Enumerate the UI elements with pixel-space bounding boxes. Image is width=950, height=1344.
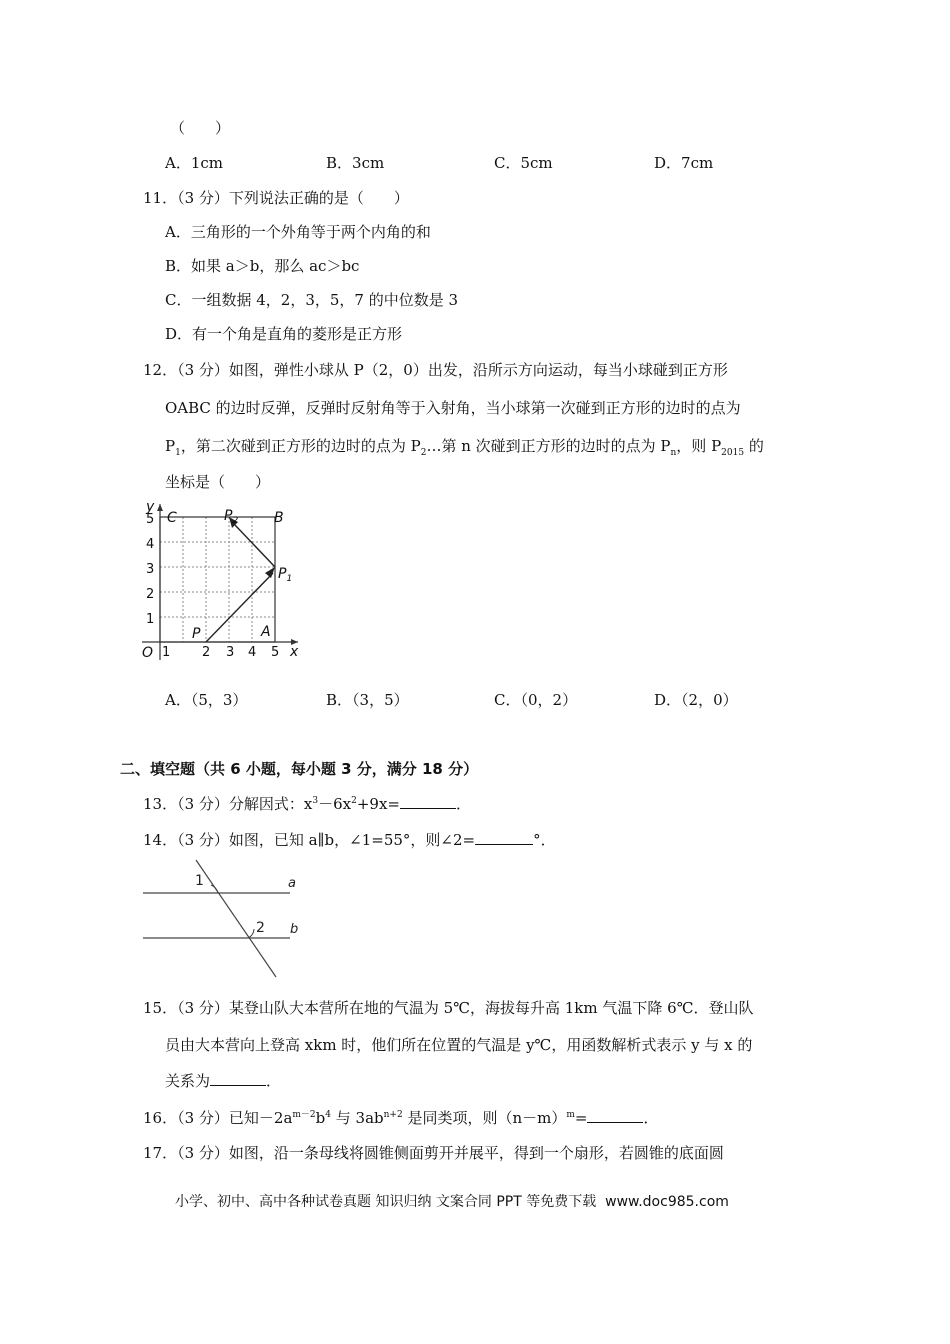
y-tick-1: 1 (146, 612, 155, 627)
q12-line4: 坐标是（ ） (165, 473, 271, 491)
q13-line: 13．（3 分）分解因式：$x^3-6x^2+9x=$ ． (143, 795, 471, 813)
y-axis-label: y (146, 500, 155, 515)
q12-option-b: B．（3，5） (326, 691, 409, 709)
point-p2-label: $P_2$ (224, 508, 239, 526)
q16-line: 16．（3 分）已知$-2a^{m-2}b^4$ 与 $3ab^{n+2}$ 是同类项，则$(n-m)^m=$ ． (143, 1109, 659, 1127)
q10-paren: （ ） (170, 119, 231, 137)
x-tick-5: 5 (271, 645, 280, 660)
origin-label: O (142, 645, 154, 661)
path-p1-to-p2 (235, 525, 275, 567)
q12-option-d: D．（2，0） (654, 691, 738, 709)
footer-url[interactable]: www.doc985.com (605, 1194, 729, 1210)
q15-answer-blank (210, 1071, 266, 1086)
point-p-label: P (192, 626, 201, 642)
q11-stem: 11．（3 分）下列说法正确的是（ ） (143, 189, 409, 207)
page-footer (175, 1192, 729, 1212)
q15-line2: 员由大本营向上登高 xkm 时，他们所在位置的气温是 y℃，用函数解析式表示 y 与 x 的 (165, 1036, 753, 1054)
angle-1-label: 1 (195, 873, 204, 889)
angle-2-label: 2 (256, 920, 265, 936)
grid-lines (160, 517, 275, 642)
transversal (196, 860, 276, 977)
x-axis-label: x (290, 644, 299, 660)
y-axis-arrow (157, 504, 163, 511)
x-tick-1: 1 (162, 645, 171, 660)
q12-line2: OABC 的边时反弹，反弹时反射角等于入射角，当小球第一次碰到正方形的边时的点为 (165, 399, 741, 417)
q13-answer-blank (400, 794, 456, 809)
q10-option-d: D．7cm (654, 154, 714, 172)
point-b-label: B (274, 510, 284, 526)
q12-grid-figure (140, 500, 310, 665)
arrow-at-p1 (265, 567, 275, 578)
y-tick-2: 2 (146, 587, 155, 602)
line-a-label: a (288, 876, 296, 891)
line-b-label: b (290, 922, 299, 937)
q16-answer-blank (587, 1108, 643, 1123)
y-tick-3: 3 (146, 562, 155, 577)
q10-option-b: B．3cm (326, 154, 385, 172)
q12-option-c: C．（0，2） (494, 691, 578, 709)
point-p1-label: $P_1$ (278, 566, 293, 584)
point-a-label: A (261, 624, 271, 640)
q10-option-a: A．1cm (165, 154, 224, 172)
x-tick-4: 4 (248, 645, 257, 660)
x-tick-2: 2 (202, 645, 211, 660)
x-tick-3: 3 (226, 645, 235, 660)
q10-option-c: C．5cm (494, 154, 553, 172)
q12-line3: $P_1$，第二次碰到正方形的边时的点为 $P_2\dots$第 n 次碰到正方形的边时的点为 $P_n$，则 $P_{2015}$ 的 (165, 437, 764, 458)
q17-line1: 17．（3 分）如图，沿一条母线将圆锥侧面剪开并展平，得到一个扇形，若圆锥的底面圆 (143, 1144, 724, 1162)
q11-option-c: C．一组数据 4，2，3，5，7 的中位数是 3 (165, 291, 459, 309)
q12-line1: 12．（3 分）如图，弹性小球从 P（2，0）出发，沿所示方向运动，每当小球碰到正方形 (143, 361, 728, 379)
q14-line: 14．（3 分）如图，已知 a∥b，∠1=55°，则∠2= °． (143, 831, 556, 849)
point-c-label: C (167, 510, 177, 526)
q15-line3: 关系为 ． (165, 1072, 282, 1090)
q12-option-a: A．（5，3） (165, 691, 248, 709)
q11-option-a: A．三角形的一个外角等于两个内角的和 (165, 223, 431, 241)
section-heading: 二、填空题（共 6 小题，每小题 3 分，满分 18 分） (120, 760, 479, 778)
footer-text: 小学、初中、高中各种试卷真题 知识归纳 文案合同 PPT 等免费下载 (175, 1194, 597, 1210)
q15-line1: 15．（3 分）某登山队大本营所在地的气温为 5℃，海拔每升高 1km 气温下降 6℃．登山队 (143, 999, 754, 1017)
y-tick-5: 5 (146, 512, 155, 527)
square-oabc (160, 517, 275, 642)
q14-parallel-lines-figure (140, 855, 310, 980)
y-tick-4: 4 (146, 537, 155, 552)
q11-option-b: B．如果 a＞b，那么 ac＞bc (165, 257, 360, 275)
q14-answer-blank (475, 830, 533, 845)
q11-option-d: D．有一个角是直角的菱形是正方形 (165, 325, 403, 343)
